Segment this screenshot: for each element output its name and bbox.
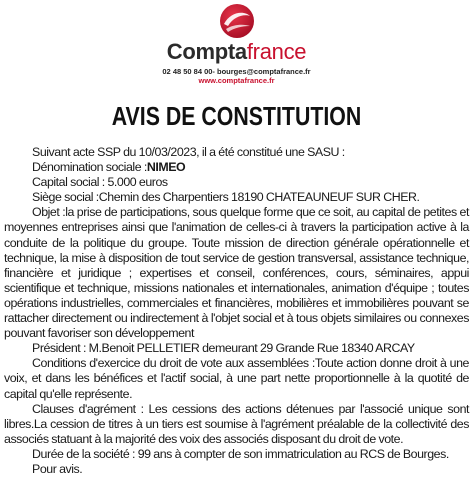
paragraph-vote-conditions: Conditions d'exercice du droit de vote aux assemblées :Toute action donne droit à une voix, et dans les bénéfices et l'actif social, à une part nette proportionnelle à la quotité de capital qu'elle représente. — [4, 356, 469, 401]
brand-name-part2: france — [246, 39, 307, 64]
website-link[interactable]: www.comptafrance.fr — [198, 76, 275, 85]
paragraph-president: Président : M.Benoit PELLETIER demeurant 29 Grande Rue 18340 ARCAY — [32, 341, 415, 356]
paragraph-objet: Objet :la prise de participations, sous quelque forme que ce soit, au capital de petites et moyennes entreprises ainsi que l'animation de celles-ci à travers la participation active à la conduite de la politique du groupe. Toute mission de direction générale opérationnelle et technique, la mise à disposition de tout service de gestion transversal, assistance technique, financière et juridique ; expertises et conseil, conférences, cours, séminaires, appui scientifique et technique, missions nationales et internationales, animation d'équipe ; toutes opérations industrielles, commerciales et financières, mobilières et immobilières pouvant se rattacher directement ou indirectement à l'objet social et à tous objets similaires ou connexes pouvant favoriser son développement — [4, 205, 469, 341]
header — [0, 2, 473, 85]
comptafrance-logo-icon — [214, 2, 260, 40]
brand-name — [0, 40, 473, 64]
contact-line: 02 48 50 84 00- bourges@comptafrance.fr — [162, 67, 311, 76]
denomination-value: NIMEO — [146, 160, 186, 175]
paragraph-pour-avis: Pour avis. — [32, 461, 83, 476]
paragraph-denomination — [4, 160, 469, 175]
paragraph-agrement: Clauses d'agrément : Les cessions des actions détenues par l'associé unique sont libres.La cession de titres à un tiers est soumise à l'agrément préalable de la collectivité des associés statuant à la majorité des voix des associés disposant du droit de vote. — [4, 401, 469, 446]
page-title: AVIS DE CONSTITUTION — [111, 101, 362, 131]
announcement-body — [4, 145, 469, 477]
denomination-label: Dénomination sociale : — [32, 160, 147, 175]
paragraph-duree: Durée de la société : 99 ans à compter de son immatriculation au RCS de Bourges. — [32, 446, 449, 461]
brand-name-part1: Compta — [166, 39, 247, 64]
paragraph-act: Suivant acte SSP du 10/03/2023, il a été constitué une SASU : — [32, 145, 345, 159]
paragraph-capital: Capital social : 5.000 euros — [32, 175, 168, 190]
paragraph-siege: Siège social :Chemin des Charpentiers 18190 CHATEAUNEUF SUR CHER. — [32, 190, 420, 205]
